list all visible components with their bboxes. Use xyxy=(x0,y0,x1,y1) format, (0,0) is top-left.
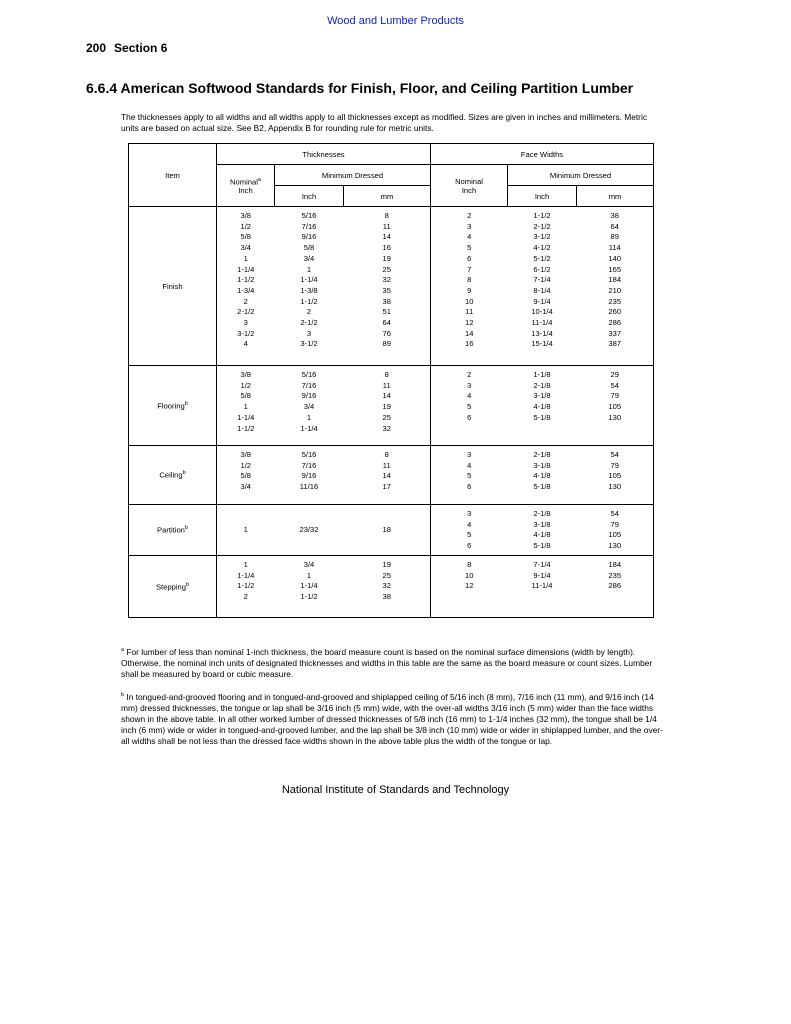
cell-value: 1 xyxy=(306,570,312,580)
row-item xyxy=(129,207,217,366)
cell-value: 29 xyxy=(610,370,619,379)
cell-value: 35 xyxy=(382,285,391,295)
cell-width-mm xyxy=(577,505,654,556)
cell-value: 105 xyxy=(608,402,622,412)
col-thicknesses: Thicknesses xyxy=(217,144,431,165)
cell-value: 1 xyxy=(306,264,312,274)
cell-value: 12 xyxy=(465,581,474,591)
cell-value: 16 xyxy=(465,339,474,349)
cell-value: 130 xyxy=(608,482,622,492)
cell-width-mm xyxy=(577,446,654,505)
cell-value: 25 xyxy=(382,412,391,422)
cell-value: 1-1/4 xyxy=(300,275,318,285)
cell-value: 286 xyxy=(608,581,622,591)
softwood-standards-table xyxy=(128,143,654,618)
cell-width-mm xyxy=(577,555,654,617)
cell-value: 3-1/8 xyxy=(533,460,551,470)
cell-value: 140 xyxy=(608,253,622,263)
cell-value: 3 xyxy=(467,509,472,518)
cell-value: 210 xyxy=(608,285,622,295)
cell-value: 5-1/2 xyxy=(533,253,551,263)
page-title: 6.6.4 American Softwood Standards for Finish, Floor, and Ceiling Partition Lumber xyxy=(86,80,634,96)
cell-value: 4 xyxy=(243,339,248,349)
cell-value: 6 xyxy=(467,541,472,551)
cell-value: 9-1/4 xyxy=(533,296,551,306)
footnote-a-text: For lumber of less than nominal 1-inch thickness, the board measure count is based on the nominal surface dimensions (width by length). Otherwise, the nominal inch units of designated thicknesses and widths in this table are the same as the board measure or count sizes. Lumber shall be measured by board or cubic measure. xyxy=(121,646,653,679)
header-link[interactable]: Wood and Lumber Products xyxy=(327,15,464,27)
cell-value: 14 xyxy=(382,391,391,401)
cell-thick-inch xyxy=(275,446,344,505)
col-width-mm: mm xyxy=(577,186,654,207)
cell-value: 3 xyxy=(467,450,472,459)
cell-value: 3-1/2 xyxy=(300,339,318,349)
cell-value: 3/4 xyxy=(303,253,315,263)
cell-value: 235 xyxy=(608,570,622,580)
cell-value: 10-1/4 xyxy=(531,307,553,317)
cell-value: 10 xyxy=(465,570,474,580)
cell-value: 89 xyxy=(382,339,391,349)
row-item xyxy=(129,366,217,446)
cell-value: 51 xyxy=(382,307,391,317)
cell-value: 3 xyxy=(243,318,248,328)
cell-value: 11-1/4 xyxy=(531,581,553,591)
row-item-label: Ceiling xyxy=(159,470,183,480)
footnote-b-ref: b xyxy=(184,525,188,532)
table-row xyxy=(129,446,654,505)
cell-width-inch xyxy=(508,366,577,446)
cell-value: 9/16 xyxy=(301,232,317,242)
cell-value: 1-1/2 xyxy=(300,296,318,306)
cell-value: 3/4 xyxy=(240,482,252,492)
cell-value: 25 xyxy=(382,264,391,274)
cell-thick-mm xyxy=(344,555,431,617)
cell-value: 11 xyxy=(382,380,391,390)
cell-value: 4-1/2 xyxy=(533,243,551,253)
cell-value: 19 xyxy=(382,402,391,412)
row-item xyxy=(129,555,217,617)
cell-value: 2 xyxy=(306,307,312,317)
cell-thick-nominal xyxy=(217,366,275,446)
cell-value: 5/8 xyxy=(240,471,252,481)
cell-value: 8 xyxy=(384,211,389,220)
inch-label: Inch xyxy=(238,186,253,196)
cell-value: 19 xyxy=(382,253,391,263)
cell-value: 4 xyxy=(467,232,472,242)
cell-value: 11 xyxy=(382,221,391,231)
cell-value: 64 xyxy=(382,318,391,328)
cell-value: 15-1/4 xyxy=(531,339,553,349)
cell-value: 165 xyxy=(608,264,622,274)
cell-value: 9/16 xyxy=(301,471,317,481)
row-item-label: Finish xyxy=(162,281,183,291)
cell-value: 1-3/4 xyxy=(237,285,255,295)
cell-value: 184 xyxy=(608,559,622,569)
footnote-a-mark: a xyxy=(121,647,125,653)
cell-value: 5/8 xyxy=(303,243,315,253)
col-width-nominal xyxy=(431,165,508,207)
cell-value: 10 xyxy=(465,296,474,306)
cell-value: 3/4 xyxy=(303,402,315,412)
cell-value: 105 xyxy=(608,471,622,481)
cell-width-nominal xyxy=(431,555,508,617)
cell-thick-mm xyxy=(344,366,431,446)
cell-value: 4-1/8 xyxy=(533,530,551,540)
cell-value: 1-3/8 xyxy=(300,285,318,295)
cell-value: 14 xyxy=(382,471,391,481)
cell-thick-nominal xyxy=(217,207,275,366)
cell-value: 4 xyxy=(467,519,472,529)
row-item-label: Flooring xyxy=(157,401,185,411)
cell-width-nominal xyxy=(431,207,508,366)
row-item-label: Partition xyxy=(157,525,185,535)
cell-value: 5 xyxy=(467,530,472,540)
cell-value: 1 xyxy=(243,253,248,263)
cell-value: 2-1/2 xyxy=(237,307,255,317)
cell-value: 38 xyxy=(382,296,391,306)
cell-value: 184 xyxy=(608,275,622,285)
cell-value: 76 xyxy=(382,328,391,338)
cell-value: 5/16 xyxy=(301,450,317,459)
cell-value: 5/16 xyxy=(301,370,317,379)
cell-width-nominal xyxy=(431,505,508,556)
table-row xyxy=(129,555,654,617)
cell-value: 8 xyxy=(467,559,472,569)
cell-value: 2 xyxy=(243,296,248,306)
cell-value: 4 xyxy=(467,460,472,470)
cell-width-inch xyxy=(508,446,577,505)
cell-value: 1-1/4 xyxy=(237,412,255,422)
cell-value: 64 xyxy=(610,221,619,231)
cell-value: 8 xyxy=(384,370,389,379)
cell-value: 286 xyxy=(608,318,622,328)
cell-value: 3/8 xyxy=(240,450,252,459)
cell-value: 2-1/8 xyxy=(533,509,551,518)
cell-width-mm xyxy=(577,207,654,366)
cell-value: 2-1/8 xyxy=(533,450,551,459)
footnote-b-ref: b xyxy=(185,581,190,588)
col-thick-min-dressed: Minimum Dressed xyxy=(275,165,431,186)
cell-thick-nominal xyxy=(217,505,275,556)
cell-thick-inch xyxy=(275,207,344,366)
cell-value: 7-1/4 xyxy=(533,275,551,285)
cell-value: 1-1/4 xyxy=(300,423,318,433)
cell-value: 337 xyxy=(608,328,622,338)
cell-value: 114 xyxy=(608,243,621,253)
cell-thick-inch xyxy=(275,366,344,446)
cell-value: 1 xyxy=(243,402,248,412)
table-header xyxy=(129,144,654,207)
col-thick-nominal xyxy=(217,165,275,207)
cell-value: 38 xyxy=(382,591,391,601)
col-width-inch: Inch xyxy=(508,186,577,207)
cell-value: 9 xyxy=(467,285,472,295)
cell-thick-mm xyxy=(344,446,431,505)
cell-value: 89 xyxy=(610,232,619,242)
cell-value: 19 xyxy=(382,559,391,569)
section-label: Section 6 xyxy=(114,41,168,55)
cell-value: 17 xyxy=(382,482,391,492)
col-face-widths: Face Widths xyxy=(431,144,654,165)
cell-value: 2 xyxy=(467,211,472,220)
cell-value: 5/8 xyxy=(240,391,252,401)
cell-value: 3/4 xyxy=(240,243,252,253)
cell-width-nominal xyxy=(431,446,508,505)
cell-value: 105 xyxy=(608,530,622,540)
cell-value: 14 xyxy=(382,232,391,242)
cell-value: 9/16 xyxy=(301,391,317,401)
cell-value: 7 xyxy=(467,264,472,274)
cell-width-inch xyxy=(508,505,577,556)
cell-value: 1-1/2 xyxy=(237,423,255,433)
cell-value: 2-1/8 xyxy=(533,380,551,390)
cell-value: 1 xyxy=(243,559,248,569)
cell-value: 11 xyxy=(465,307,474,317)
cell-width-inch xyxy=(508,555,577,617)
cell-value: 387 xyxy=(608,339,622,349)
cell-value: 16 xyxy=(382,243,391,253)
cell-value: 13-1/4 xyxy=(531,328,553,338)
cell-value: 7/16 xyxy=(301,380,317,390)
cell-value: 3-1/8 xyxy=(533,519,551,529)
cell-value: 7/16 xyxy=(301,460,317,470)
cell-value: 32 xyxy=(382,275,391,285)
footnote-b-ref: b xyxy=(182,470,186,477)
cell-value: 25 xyxy=(382,570,391,580)
cell-value: 130 xyxy=(608,541,622,551)
cell-value: 54 xyxy=(610,380,619,390)
cell-value: 11/16 xyxy=(299,482,319,492)
row-item-label: Stepping xyxy=(155,582,186,592)
cell-value: 79 xyxy=(610,519,619,529)
cell-thick-nominal xyxy=(217,555,275,617)
col-thick-inch: Inch xyxy=(275,186,344,207)
cell-value: 6 xyxy=(467,412,472,422)
cell-value: 8-1/4 xyxy=(533,285,551,295)
cell-value: 1 xyxy=(306,412,312,422)
table-body xyxy=(129,207,654,618)
cell-value: 38 xyxy=(610,211,619,220)
cell-value: 5/16 xyxy=(301,211,317,220)
cell-value: 3-1/8 xyxy=(533,391,551,401)
cell-value: 18 xyxy=(382,525,391,535)
table-row xyxy=(129,207,654,366)
cell-value: 14 xyxy=(465,328,474,338)
cell-value: 1/2 xyxy=(240,221,252,231)
cell-value: 11-1/4 xyxy=(531,318,553,328)
cell-value: 1-1/8 xyxy=(533,370,551,379)
cell-thick-nominal xyxy=(217,446,275,505)
row-item xyxy=(129,446,217,505)
cell-value: 260 xyxy=(608,307,622,317)
cell-thick-mm xyxy=(344,505,431,556)
footnote-b-mark: b xyxy=(121,692,125,698)
cell-value: 3-1/2 xyxy=(237,328,255,338)
cell-value: 3/8 xyxy=(240,211,252,220)
page-footer: National Institute of Standards and Technology xyxy=(281,784,510,796)
page-header xyxy=(86,41,167,55)
cell-value: 3 xyxy=(467,221,472,231)
cell-thick-inch xyxy=(275,555,344,617)
intro-paragraph: The thicknesses apply to all widths and all widths apply to all thicknesses except as modified. Sizes are given in inches and millimeters. Metric units are based on actual size. See B2, Appendix B for rounding rule for metric units. xyxy=(121,112,648,133)
cell-width-mm xyxy=(577,366,654,446)
cell-value: 4-1/8 xyxy=(533,471,551,481)
footnote-b xyxy=(121,690,666,747)
cell-value: 3/8 xyxy=(240,370,252,379)
page-number: 200 xyxy=(86,41,107,55)
cell-value: 5 xyxy=(467,402,472,412)
cell-width-inch xyxy=(508,207,577,366)
cell-value: 5-1/8 xyxy=(533,412,551,422)
cell-value: 1-1/4 xyxy=(237,264,255,274)
cell-value: 1-1/2 xyxy=(237,275,255,285)
cell-width-nominal xyxy=(431,366,508,446)
cell-value: 4 xyxy=(467,391,472,401)
cell-value: 7-1/4 xyxy=(533,559,551,569)
nominal-label: Nominal xyxy=(455,176,483,186)
cell-value: 1-1/2 xyxy=(533,211,551,220)
cell-value: 7/16 xyxy=(301,221,317,231)
cell-value: 3 xyxy=(467,380,472,390)
col-thick-mm: mm xyxy=(344,186,431,207)
cell-value: 6-1/2 xyxy=(533,264,551,274)
cell-thick-mm xyxy=(344,207,431,366)
row-item xyxy=(129,505,217,556)
cell-value: 130 xyxy=(608,412,622,422)
cell-value: 32 xyxy=(382,423,391,433)
cell-value: 2 xyxy=(467,370,472,379)
cell-value: 79 xyxy=(610,460,619,470)
col-width-min-dressed: Minimum Dressed xyxy=(508,165,654,186)
cell-value: 6 xyxy=(467,253,472,263)
col-item: Item xyxy=(129,144,217,207)
cell-value: 235 xyxy=(608,296,622,306)
cell-value: 5 xyxy=(467,471,472,481)
cell-value: 2-1/2 xyxy=(533,221,551,231)
table-row xyxy=(129,366,654,446)
cell-value: 79 xyxy=(610,391,619,401)
cell-value: 54 xyxy=(610,509,619,518)
cell-value: 5 xyxy=(467,243,472,253)
cell-value: 1-1/4 xyxy=(300,581,318,591)
cell-value: 2-1/2 xyxy=(300,318,318,328)
inch-label: Inch xyxy=(461,185,477,195)
cell-value: 1-1/2 xyxy=(300,591,318,601)
cell-value: 6 xyxy=(467,482,472,492)
cell-value: 8 xyxy=(384,450,389,459)
cell-value: 1/2 xyxy=(240,380,252,390)
cell-value: 3-1/2 xyxy=(533,232,551,242)
cell-value: 4-1/8 xyxy=(533,402,551,412)
footnote-a xyxy=(121,645,666,680)
footnote-b-ref: b xyxy=(184,400,188,407)
footnote-b-text: In tongued-and-grooved flooring and in tongued-and-grooved and shiplapped ceiling of 5/16 inch (8 mm), 7/16 inch (11 mm), and 9/16 inch (14 mm) dressed thicknesses, the tongue or lap shall be 3/16 inch (5 mm) wide, with the over-all widths 3/16 inch (5 mm) wider than the face widths shown in the above table. In all other worked lumber of dressed thicknesses of 5/8 inch (16 mm) to 1-1/4 inches (32 mm), the tongue shall be 1/4 inch (6 mm) wide or wider in tongued-and-grooved lumber, and the lap shall be 3/8 inch (10 mm) wide or wider in shiplapped lumber, and the over-all widths shall be not less than the dressed face widths shown in the above table plus the width of the tongue or lap. xyxy=(121,691,663,746)
cell-value: 1/2 xyxy=(240,460,252,470)
nominal-label: Nominal xyxy=(230,177,258,187)
footnote-a-ref: a xyxy=(257,176,261,183)
cell-value: 1 xyxy=(243,525,248,535)
cell-value: 5/8 xyxy=(240,232,252,242)
cell-value: 1-1/2 xyxy=(237,581,255,591)
cell-value: 2 xyxy=(243,591,248,601)
cell-thick-inch xyxy=(275,505,344,556)
cell-value: 11 xyxy=(382,460,391,470)
cell-value: 8 xyxy=(467,275,472,285)
cell-value: 54 xyxy=(610,450,619,459)
cell-value: 5-1/8 xyxy=(533,482,551,492)
cell-value: 23/32 xyxy=(299,525,319,535)
table-row xyxy=(129,505,654,556)
cell-value: 1-1/4 xyxy=(237,570,255,580)
cell-value: 32 xyxy=(382,581,391,591)
cell-value: 3 xyxy=(306,328,312,338)
cell-value: 9-1/4 xyxy=(533,570,551,580)
cell-value: 5-1/8 xyxy=(533,541,551,551)
cell-value: 12 xyxy=(465,318,474,328)
cell-value: 3/4 xyxy=(303,559,315,569)
